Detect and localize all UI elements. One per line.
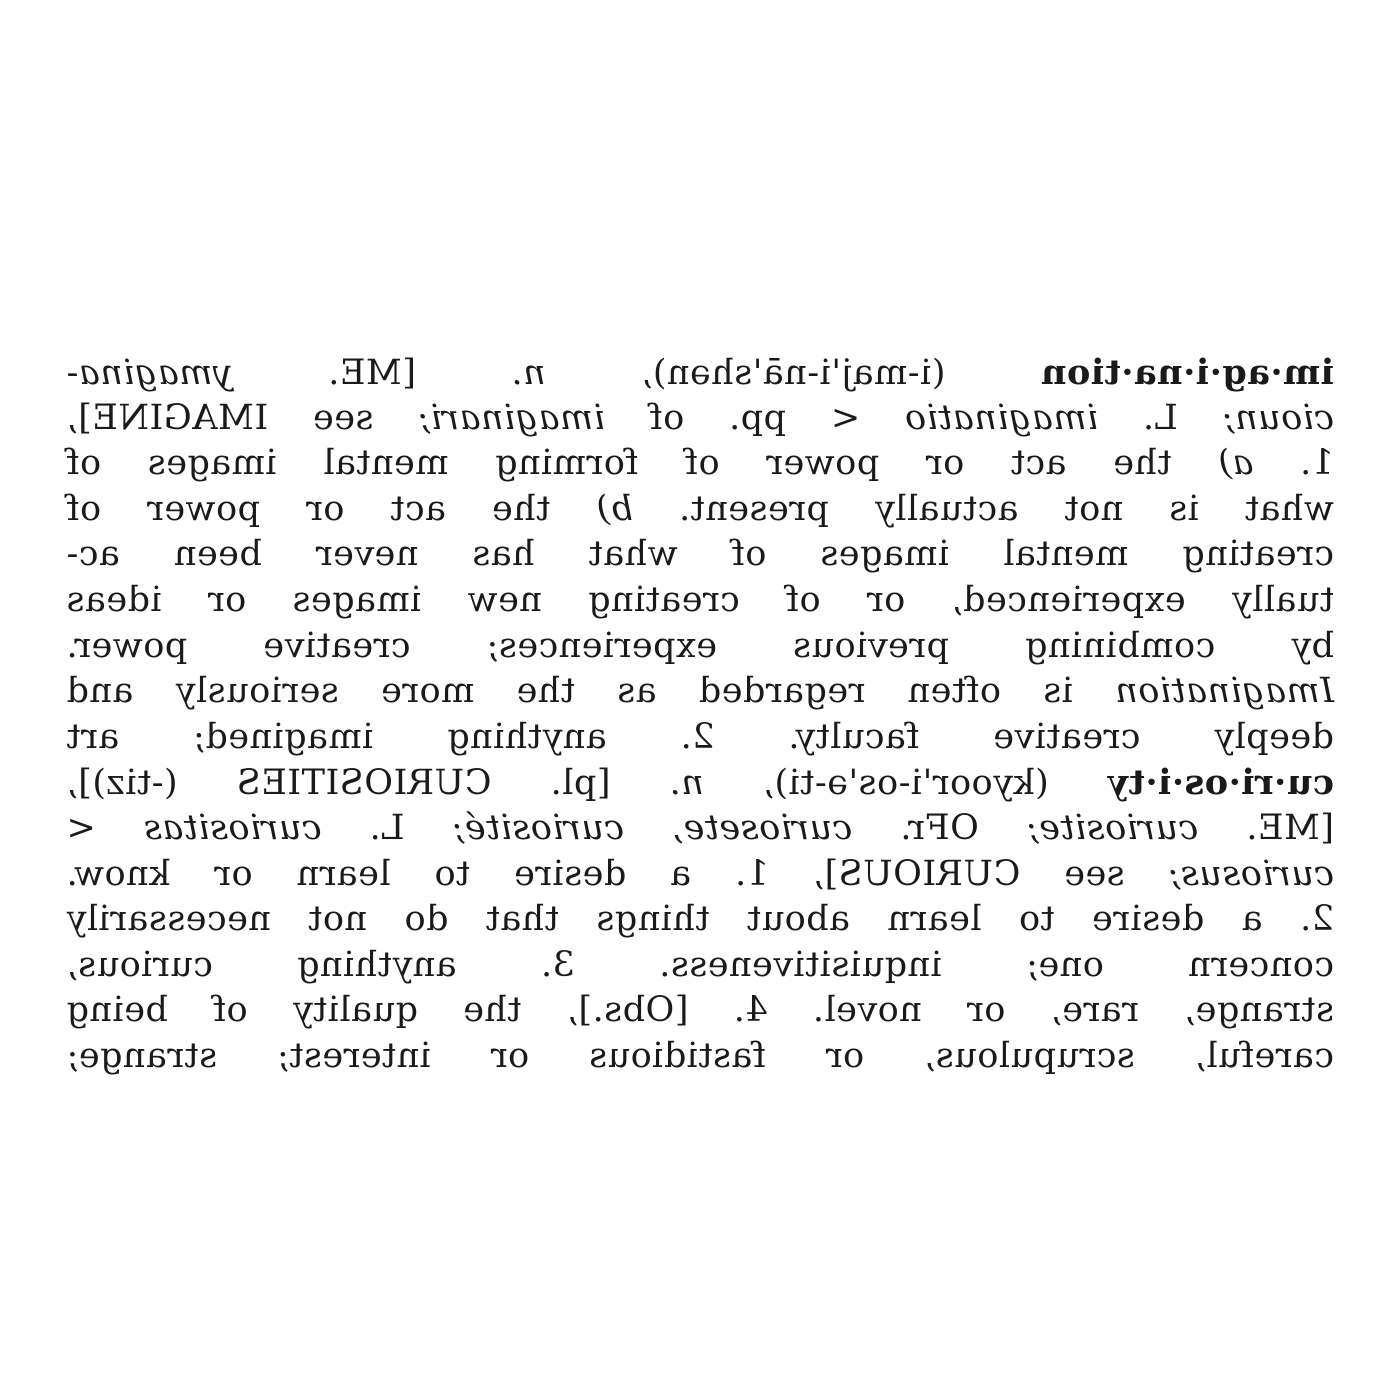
word: to (1018, 899, 1055, 940)
word: faculty. (787, 716, 920, 757)
word: that (485, 899, 559, 940)
text-line (66, 624, 1334, 670)
text-line (66, 487, 1334, 533)
word: Imagination (1114, 671, 1334, 712)
mirrored-dictionary-stamp (66, 350, 1334, 1080)
text-line (66, 441, 1334, 487)
word: inquisitiveness. (658, 944, 942, 985)
word: OFr. (899, 807, 979, 848)
word: < (66, 807, 96, 848)
word: novel. (812, 990, 922, 1031)
word: the (1112, 443, 1172, 484)
word: of (66, 488, 102, 529)
word: of (649, 397, 685, 438)
word: the (462, 990, 522, 1031)
word: power (765, 443, 880, 484)
word: of (785, 579, 821, 620)
word: or (490, 1035, 530, 1076)
word: n. (669, 763, 704, 804)
word: images (292, 579, 422, 620)
word: learn (887, 899, 982, 940)
word: of (684, 443, 720, 484)
word: what (1244, 488, 1334, 529)
word: about (746, 899, 851, 940)
word: scrupulous, (923, 1035, 1135, 1076)
word: act (389, 488, 447, 529)
word: or (825, 1035, 865, 1076)
word: mental (322, 443, 449, 484)
word: rare, (1050, 990, 1139, 1031)
word: new (467, 579, 542, 620)
word: anything (446, 716, 607, 757)
word: 1. (1299, 443, 1334, 484)
word: images (147, 443, 277, 484)
word: imaginari; (417, 397, 605, 438)
word: forming (494, 443, 639, 484)
word: combining (1024, 625, 1216, 666)
word: CURIOSITIES (236, 763, 492, 804)
word: seriously (175, 671, 339, 712)
word: creative (262, 625, 411, 666)
word: [Obs.], (566, 990, 689, 1031)
word: regarded (698, 671, 866, 712)
word: creating (1181, 534, 1334, 575)
word: 4. (733, 990, 768, 1031)
word: strange; (66, 1035, 218, 1076)
word: experienced, (950, 579, 1186, 620)
text-line (66, 852, 1334, 898)
text-line (66, 532, 1334, 578)
text-line (66, 350, 1334, 396)
text-line (66, 760, 1334, 806)
word: experiences; (486, 625, 717, 666)
headword: cu·ri·os·i·ty (1107, 762, 1334, 804)
word: imagined; (192, 716, 374, 757)
word: [ME. (327, 353, 416, 393)
word: curiositas (143, 807, 322, 848)
word: been (173, 534, 262, 575)
text-line (66, 715, 1334, 761)
word: curiosité; (452, 807, 624, 848)
word: pp. (728, 397, 787, 438)
word: and (66, 671, 134, 712)
word: as (616, 671, 657, 712)
text-line (66, 897, 1334, 943)
word: desire (513, 853, 627, 894)
word: [pl. (550, 763, 611, 804)
word: interest; (276, 1035, 431, 1076)
word: (kyoor'i-os'ə-ti), (762, 763, 1049, 804)
word: or (966, 990, 1006, 1031)
word: learn (296, 853, 391, 894)
word: not (1064, 488, 1124, 529)
word: the (491, 488, 551, 529)
word: previous (792, 625, 949, 666)
word: mental (1002, 534, 1129, 575)
text-line (66, 806, 1334, 852)
word: present. (678, 488, 829, 529)
text-line (66, 396, 1334, 442)
text-line (66, 578, 1334, 624)
word: by (1290, 625, 1334, 666)
word: fastidious (588, 1035, 766, 1076)
word: or (866, 579, 906, 620)
word: not (307, 899, 368, 940)
text-line (66, 1034, 1334, 1080)
word: CURIOUS], (812, 853, 1021, 894)
word: necessarily (66, 899, 271, 940)
word: is (1042, 671, 1073, 712)
headword: im·ag·i·na·tion (1040, 352, 1334, 393)
word: to (434, 853, 471, 894)
word: 1. (734, 853, 769, 894)
text-line (66, 988, 1334, 1034)
word: or (207, 579, 247, 620)
word: or (305, 488, 345, 529)
word: anything (296, 944, 457, 985)
word: the (516, 671, 575, 712)
word: things (595, 899, 710, 940)
entry-curiosity (66, 760, 1334, 1079)
word: curious, (66, 944, 213, 985)
word: quality (292, 990, 418, 1031)
word: or (213, 853, 253, 894)
word: power (146, 488, 261, 529)
word: of (66, 443, 102, 484)
word: or (925, 443, 965, 484)
word: ymagina- (66, 353, 233, 393)
word: of (212, 990, 248, 1031)
word: see (312, 397, 374, 438)
word: do (403, 899, 449, 940)
word: ac- (66, 534, 120, 575)
word: power. (66, 625, 188, 666)
word: < (830, 397, 861, 438)
word: has (471, 534, 535, 575)
word: ideas (66, 579, 162, 620)
word: a (1241, 899, 1263, 940)
word: more (380, 671, 475, 712)
word: strange, (1183, 990, 1334, 1031)
word: concern (1187, 944, 1334, 985)
word: curiosete, (671, 807, 853, 848)
word: L. (369, 807, 405, 848)
entry-imagination (66, 350, 1334, 760)
word: 2. (680, 716, 715, 757)
word: curiosite; (1026, 807, 1199, 848)
word: (-tiz)], (66, 763, 178, 804)
word: n. (511, 353, 546, 393)
word: what (588, 534, 678, 575)
word: of (731, 534, 767, 575)
word: careful, (1194, 1035, 1334, 1076)
text-line (66, 943, 1334, 989)
word: images (819, 534, 950, 575)
word: tually (1231, 579, 1334, 620)
word: act (1010, 443, 1067, 484)
word: desire (1091, 899, 1205, 940)
word: 2. (1299, 899, 1334, 940)
word: L. (1142, 397, 1178, 438)
word: art (66, 716, 120, 757)
word: creating (587, 579, 740, 620)
word: often (907, 671, 1001, 712)
word: a (669, 853, 692, 894)
word: curiosus; (1168, 853, 1334, 894)
word: one; (1025, 944, 1104, 985)
word: creative (992, 716, 1141, 757)
word: know. (66, 853, 171, 894)
word: see (1063, 853, 1125, 894)
word: IMAGINE], (66, 397, 269, 438)
word: a) (1217, 443, 1254, 484)
word: cioun; (1222, 397, 1334, 438)
word: is (1168, 488, 1199, 529)
word: actually (874, 488, 1019, 529)
word: b) (595, 488, 634, 529)
word: deeply (1213, 716, 1334, 757)
text-line (66, 669, 1334, 715)
word: [ME. (1245, 807, 1334, 848)
word: being (66, 990, 168, 1031)
word: 3. (540, 944, 575, 985)
word: never (315, 534, 419, 575)
word: (i-maj'i-nā'shən), (640, 353, 946, 393)
word: imaginatio (904, 397, 1099, 438)
